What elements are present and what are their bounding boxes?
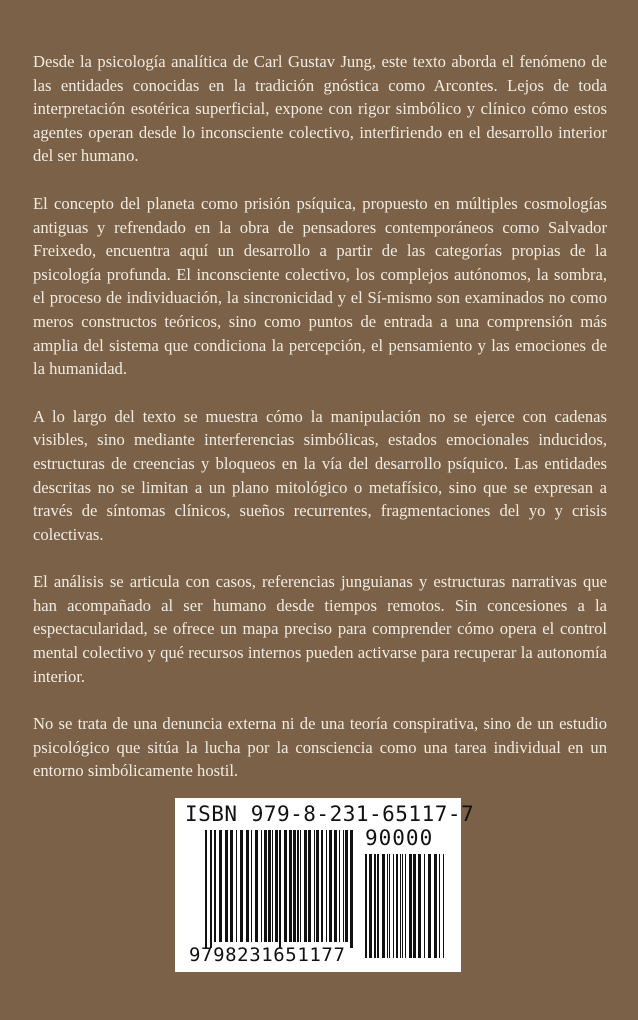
- isbn-barcode: [175, 798, 475, 972]
- barcode-bar: [393, 854, 394, 958]
- barcode-bar: [268, 830, 271, 942]
- barcode-bar: [225, 830, 228, 942]
- barcode-bar: [382, 854, 385, 958]
- barcode-bar: [345, 830, 348, 942]
- barcode-bar: [300, 830, 301, 942]
- barcode-bar: [251, 830, 252, 942]
- paragraph-1: Desde la psicología analítica de Carl Gustav Jung, este texto aborda el fenómeno de las entidades conocidas en la tradición gnóstica como Arcontes. Lejos de toda interpretación esotérica superficial, expone con rigor simbólico y clínico cómo estos agentes operan desde lo inconsciente colectivo, interfiriendo en el desarrollo interior del ser humano.: [33, 52, 607, 166]
- barcode-bar: [434, 854, 437, 958]
- barcode-bar: [297, 830, 299, 942]
- back-cover-text: [33, 50, 607, 807]
- barcode-bar: [350, 830, 353, 948]
- barcode-bar: [343, 830, 344, 942]
- barcode-bar: [289, 830, 292, 942]
- barcode-bar: [230, 830, 233, 942]
- barcode-digits: 9798231651177: [189, 944, 346, 966]
- paragraph-2: El concepto del planeta como prisión psíquica, propuesto en múltiples cosmologías antiguas y refrendado en la obra de pensadores contemporáneos como Salvador Freixedo, encuentra aquí un desarrollo a partir de las categorías propias de la psicología profunda. El inconsciente colectivo, los complejos autónomos, la sombra, el proceso de individuación, la sincronicidad y el Sí-mismo son examinados no como meros constructos teóricos, sino como puntos de entrada a una comprensión más amplia del sistema que condiciona la percepción, el pensamiento y las emociones de la humanidad.: [33, 193, 607, 379]
- barcode-bar: [261, 830, 262, 942]
- barcode-bar: [424, 854, 425, 958]
- barcode-bar: [240, 830, 243, 942]
- barcode-bar: [272, 830, 273, 942]
- barcode-bar: [329, 830, 332, 942]
- barcode-bar: [255, 830, 258, 942]
- barcode-bar: [413, 854, 416, 958]
- barcode-bar: [374, 854, 376, 958]
- barcode-bar: [339, 830, 340, 942]
- barcode-bar: [304, 830, 307, 942]
- barcode-bar: [405, 854, 406, 958]
- barcode-bar: [443, 854, 444, 958]
- price-addon: 90000: [365, 826, 434, 850]
- barcode-bar: [321, 830, 323, 942]
- barcode-bar: [418, 854, 421, 958]
- barcode-bar: [219, 830, 222, 942]
- barcode-bar: [214, 830, 216, 942]
- barcode-bar: [439, 854, 440, 958]
- barcode-bar: [396, 854, 398, 958]
- barcode-bar: [275, 830, 278, 942]
- paragraph-4: El análisis se articula con casos, referencias junguianas y estructuras narrativas que han acompañado al ser humano desde tiempos remotos. Sin concesiones a la espectacularidad, se ofrece un mapa preciso para comprender cómo opera el control mental colectivo y qué recursos internos pueden activarse para recuperar la autonomía interior.: [33, 572, 607, 686]
- barcode-bar: [387, 854, 388, 958]
- barcode-bar: [308, 830, 311, 942]
- barcode-bar: [326, 830, 327, 942]
- barcode-bar: [246, 830, 249, 942]
- barcode-bar: [284, 830, 287, 942]
- isbn-label: ISBN 979-8-231-65117-7: [185, 802, 475, 826]
- barcode-bar: [316, 830, 319, 942]
- barcode-bar: [365, 854, 367, 958]
- barcode-bar: [293, 830, 296, 942]
- barcode-bar: [428, 854, 431, 958]
- barcode-bar: [402, 854, 403, 958]
- barcode-bar: [210, 830, 212, 948]
- barcode-bar: [369, 854, 372, 958]
- paragraph-5: No se trata de una denuncia externa ni de una teoría conspirativa, sino de un estudio psicológico que sitúa la lucha por la consciencia como una tarea individual en un entorno simbólicamente hostil.: [33, 714, 607, 781]
- barcode-bar: [389, 854, 390, 958]
- barcode-bar: [377, 854, 379, 958]
- barcode-bar: [400, 854, 401, 958]
- paragraph-3: A lo largo del texto se muestra cómo la manipulación no se ejerce con cadenas visibles, sino mediante interferencias simbólicas, estados emocionales inducidos, estructuras de creencias y bloqueos en la vía del desarrollo psíquico. Las entidades descritas no se limitan a un plano mitológico o metafísico, sino que se expresan a través de síntomas clínicos, sueños recurrentes, fragmentaciones del yo y crisis colectivas.: [33, 406, 607, 544]
- barcode-bar: [334, 830, 337, 942]
- barcode-bar: [314, 830, 315, 942]
- barcode-bar: [409, 854, 412, 958]
- barcode-bar: [236, 830, 237, 942]
- barcode-bar: [205, 830, 207, 948]
- barcode-bar: [279, 830, 281, 948]
- barcode-bar: [264, 830, 267, 942]
